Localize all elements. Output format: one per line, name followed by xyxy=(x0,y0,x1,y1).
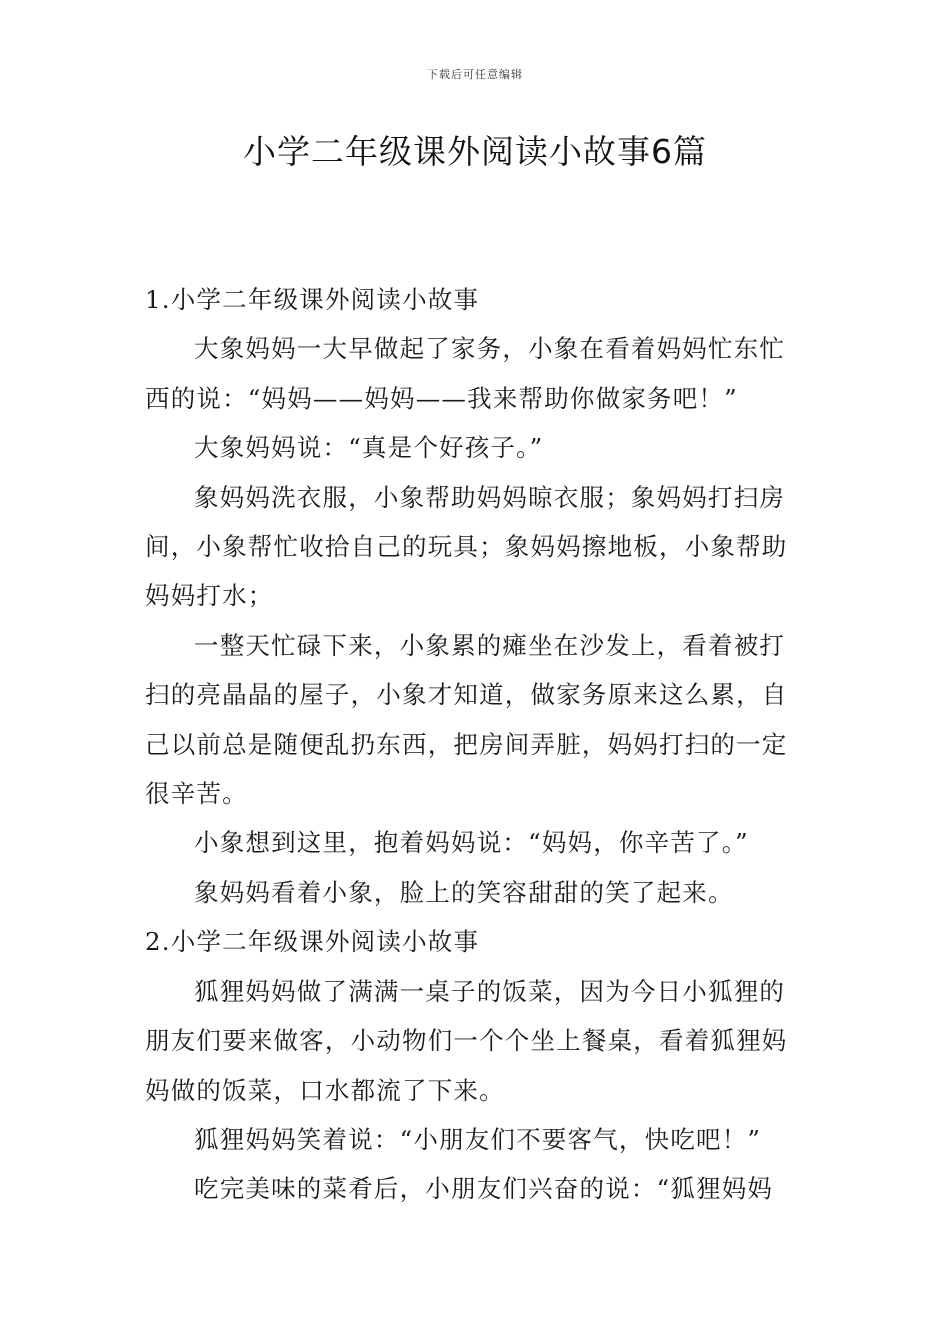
paragraph: 大象妈妈一大早做起了家务，小象在看着妈妈忙东忙西的说：“妈妈——妈妈——我来帮助你做家务吧！” xyxy=(145,334,786,413)
paragraph: 象妈妈看着小象，脸上的笑容甜甜的笑了起来。 xyxy=(194,877,734,907)
paragraph: 狐狸妈妈做了满满一桌子的饭菜，因为今日小狐狸的朋友们要来做客，小动物们一个个坐上餐桌，看着狐狸妈妈做的饭菜，口水都流了下来。 xyxy=(145,976,788,1105)
section-heading: 1.小学二年级课外阅读小故事 xyxy=(145,285,480,314)
paragraph: 狐狸妈妈笑着说：“小朋友们不要客气，快吃吧！” xyxy=(194,1124,762,1154)
paragraph: 一整天忙碌下来，小象累的瘫坐在沙发上，看着被打扫的亮晶晶的屋子，小象才知道，做家务原来这么累，自己以前总是随便乱扔东西，把房间弄脏，妈妈打扫的一定很辛苦。 xyxy=(145,630,788,809)
paragraph: 大象妈妈说：“真是个好孩子。” xyxy=(194,433,544,463)
document-body xyxy=(145,275,810,1214)
paragraph: 小象想到这里，抱着妈妈说：“妈妈，你辛苦了。” xyxy=(194,828,749,858)
header-note: 下载后可任意编辑 xyxy=(427,68,523,81)
paragraph: 吃完美味的菜肴后，小朋友们兴奋的说：“狐狸妈妈 xyxy=(194,1174,774,1204)
paragraph: 象妈妈洗衣服，小象帮助妈妈晾衣服；象妈妈打扫房间，小象帮忙收拾自己的玩具；象妈妈擦地板，小象帮助妈妈打水； xyxy=(145,482,788,611)
document-title: 小学二年级课外阅读小故事6篇 xyxy=(243,132,707,171)
section-heading: 2.小学二年级课外阅读小故事 xyxy=(145,927,480,957)
